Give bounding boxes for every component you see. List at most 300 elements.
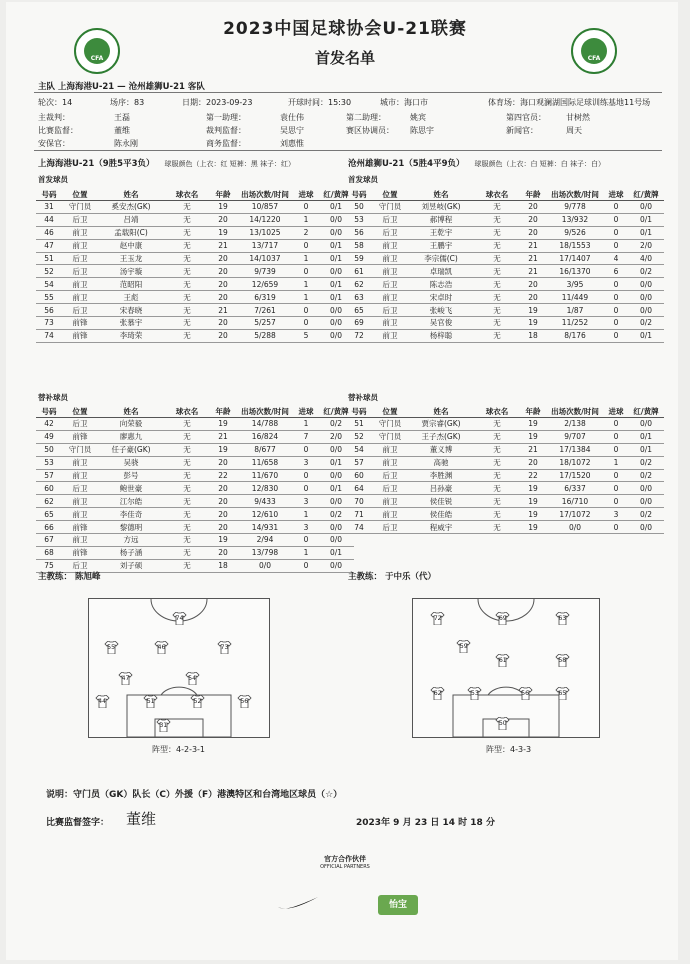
goals: 6 [604,265,628,278]
player-number: 42 [36,418,62,431]
appearances-minutes: 9/739 [236,265,294,278]
player-name: 杨子涵 [98,546,164,559]
jersey-number: 63 [558,615,567,623]
player-name: 杨梓聪 [408,329,474,342]
appearances-minutes: 12/610 [236,508,294,521]
goals: 0 [604,521,628,534]
column-header-cards: 红/黄牌 [628,189,664,201]
shirt-name: 无 [164,534,210,547]
coordinator-label: 赛区协调员： [346,126,394,135]
ar2-label: 第二助理： [346,113,386,122]
player-number: 70 [346,495,372,508]
table-row [36,252,354,265]
shirt-name: 无 [474,317,520,330]
player-age: 20 [520,278,546,291]
appearances-minutes: 8/176 [546,329,604,342]
column-header-goals: 进球 [294,189,318,201]
player-age: 20 [520,226,546,239]
goals: 0 [294,534,318,547]
player-position: 前卫 [372,508,408,521]
appearances-minutes: 6/337 [546,482,604,495]
shirt-name: 无 [164,304,210,317]
player-age: 20 [210,482,236,495]
player-name: 王鹏宇 [408,239,474,252]
shirt-name: 无 [474,430,520,443]
shirt-name: 无 [164,239,210,252]
divider [34,92,662,93]
player-position: 后卫 [372,226,408,239]
player-jersey-icon [156,719,171,732]
shirt-name: 无 [474,469,520,482]
appearances-minutes: 11/449 [546,291,604,304]
table-row [36,546,354,559]
player-number: 55 [36,291,62,304]
appearances-minutes: 17/1407 [546,252,604,265]
player-position: 后卫 [372,278,408,291]
goals: 0 [294,239,318,252]
jersey-number: 61 [498,656,507,664]
appearances-minutes: 11/670 [236,469,294,482]
cards: 0/2 [318,418,354,431]
media-officer-name: 周天 [566,126,582,135]
player-name: 吕孙豪 [408,482,474,495]
player-position: 后卫 [62,418,98,431]
column-header-player-number: 号码 [346,189,372,201]
player-name: 王彪 [98,291,164,304]
appearances-minutes: 2/138 [546,418,604,431]
coordinator-name: 陈思宇 [410,126,434,135]
player-number: 49 [36,430,62,443]
home-starters-title: 首发球员 [38,175,68,184]
player-jersey-icon [555,654,570,667]
goals: 0 [604,418,628,431]
shirt-name: 无 [164,226,210,239]
table-row [346,317,664,330]
player-age: 21 [210,239,236,252]
player-number: 44 [36,213,62,226]
table-row [346,329,664,342]
column-header-player-position: 位置 [62,189,98,201]
goals: 1 [294,546,318,559]
cards: 0/1 [628,329,664,342]
goals: 0 [604,329,628,342]
player-jersey-icon [237,695,252,708]
cards: 0/1 [318,201,354,214]
goals: 0 [604,443,628,456]
table-row [36,329,354,342]
player-position: 守门员 [372,418,408,431]
player-position: 前卫 [372,265,408,278]
ar1-label: 第一助理： [206,113,246,122]
shirt-name: 无 [164,291,210,304]
player-name: 吴官俊 [408,317,474,330]
player-age: 21 [520,252,546,265]
shirt-name: 无 [474,252,520,265]
player-number: 58 [346,239,372,252]
cards: 0/0 [318,304,354,317]
cards: 0/0 [628,418,664,431]
table-row [346,456,664,469]
player-jersey-icon [430,612,445,625]
player-jersey-icon [555,687,570,700]
player-position: 前卫 [62,239,98,252]
player-age: 20 [210,495,236,508]
home-team-header: 上海海港U-21（9胜5平3负） 球服颜色（上衣：红 短裤：黑 袜子：红） [38,159,295,169]
goals: 1 [294,278,318,291]
player-age: 20 [210,278,236,291]
shirt-name: 无 [164,418,210,431]
player-number: 31 [36,201,62,214]
match-number: 场序：83 [110,98,145,107]
home-subs-title: 替补球员 [38,393,68,402]
home-formation-pitch [88,598,270,738]
shirt-name: 无 [474,521,520,534]
player-jersey-icon [104,641,119,654]
jersey-number: 56 [240,698,249,706]
shirt-name: 无 [164,456,210,469]
away-subs-title: 替补球员 [348,393,378,402]
player-name: 董义博 [408,443,474,456]
player-age: 19 [520,521,546,534]
cards: 0/0 [628,482,664,495]
supervisor-label: 比赛监督： [38,126,78,135]
table-row [346,252,664,265]
player-age: 22 [210,469,236,482]
table-row [346,239,664,252]
legend-note: 说明：守门员（GK）队长（C）外援（F）港澳特区和台湾地区球员（☆） [46,790,343,800]
cards: 0/1 [318,239,354,252]
column-header-player-name: 姓名 [408,189,474,201]
match-date: 日期：2023-09-23 [182,98,253,107]
away-starters-title: 首发球员 [348,175,378,184]
player-number: 60 [36,482,62,495]
document-title: 2023中国足球协会U-21联赛 [223,19,467,39]
appearances-minutes: 1/87 [546,304,604,317]
away-subs-table [346,406,664,534]
player-position: 前卫 [62,226,98,239]
cards: 0/1 [628,213,664,226]
column-header-player-position: 位置 [372,406,408,418]
table-row [36,469,354,482]
player-position: 后卫 [372,469,408,482]
cards: 0/1 [628,226,664,239]
player-number: 72 [346,329,372,342]
player-position: 前卫 [62,534,98,547]
player-position: 前锋 [62,521,98,534]
cfa-logo-right: CFA [571,28,617,74]
player-jersey-icon [118,672,133,685]
cards: 0/2 [628,469,664,482]
player-name: 江尔皓 [98,495,164,508]
cards: 0/0 [628,495,664,508]
player-position: 守门员 [62,443,98,456]
player-position: 前卫 [62,278,98,291]
appearances-minutes: 3/95 [546,278,604,291]
table-row [36,482,354,495]
shirt-name: 无 [164,469,210,482]
goals: 0 [294,469,318,482]
table-row [36,430,354,443]
cards: 2/0 [318,430,354,443]
table-header-row [346,406,664,418]
round: 轮次：14 [38,98,73,107]
column-header-appearances-minutes: 出场次数/时间 [546,189,604,201]
player-age: 20 [210,546,236,559]
player-age: 20 [210,329,236,342]
player-position: 前卫 [372,443,408,456]
player-number: 64 [346,482,372,495]
shirt-name: 无 [164,508,210,521]
player-position: 后卫 [62,213,98,226]
appearances-minutes: 16/824 [236,430,294,443]
player-age: 20 [210,317,236,330]
goals: 0 [604,291,628,304]
fourth-official-name: 甘树然 [566,113,590,122]
player-position: 前卫 [372,456,408,469]
player-number: 56 [346,226,372,239]
player-jersey-icon [154,641,169,654]
player-position: 后卫 [372,521,408,534]
player-name: 侯佳锐 [408,495,474,508]
away-formation-label: 阵型：4-3-3 [486,745,532,754]
signature-label: 比赛监督签字： [46,818,110,828]
security-name: 陈永刚 [114,139,138,148]
player-jersey-icon [217,641,232,654]
table-row [346,430,664,443]
cards: 0/1 [318,456,354,469]
jersey-number: 58 [558,656,567,664]
column-header-goals: 进球 [294,406,318,418]
column-header-shirt-name: 球衣名 [474,189,520,201]
player-number: 75 [36,559,62,572]
shirt-name: 无 [164,443,210,456]
player-age: 21 [520,239,546,252]
player-age: 19 [520,317,546,330]
column-header-appearances-minutes: 出场次数/时间 [546,406,604,418]
player-number: 52 [36,265,62,278]
official-partners: 官方合作伙伴 OFFICIAL PARTNERS [320,855,370,870]
player-position: 前卫 [372,317,408,330]
shirt-name: 无 [164,521,210,534]
home-subs-table [36,406,354,573]
jersey-number: 52 [193,698,202,706]
appearances-minutes: 0/0 [236,559,294,572]
player-jersey-icon [456,640,471,653]
goals: 5 [294,329,318,342]
player-number: 66 [36,521,62,534]
player-number: 47 [36,239,62,252]
table-row [36,278,354,291]
goals: 0 [604,495,628,508]
player-name: 刘子硕 [98,559,164,572]
shirt-name: 无 [474,226,520,239]
player-name: 侯佳皓 [408,508,474,521]
player-age: 21 [210,430,236,443]
appearances-minutes: 9/526 [546,226,604,239]
shirt-name: 无 [164,317,210,330]
goals: 0 [294,201,318,214]
table-row [36,317,354,330]
column-header-player-age: 年龄 [210,189,236,201]
player-name: 王乾宇 [408,226,474,239]
table-row [346,521,664,534]
table-row [36,534,354,547]
cards: 0/0 [628,201,664,214]
player-name: 李佳奇 [98,508,164,521]
player-number: 53 [346,213,372,226]
player-number: 50 [36,443,62,456]
kickoff-time: 开球时间：15:30 [288,98,352,107]
player-number: 57 [36,469,62,482]
player-age: 20 [210,265,236,278]
cards: 0/1 [318,291,354,304]
player-name: 李琦荣 [98,329,164,342]
player-position: 守门员 [372,430,408,443]
player-name: 方远 [98,534,164,547]
cards: 0/0 [318,559,354,572]
cards: 0/0 [628,278,664,291]
column-header-appearances-minutes: 出场次数/时间 [236,189,294,201]
appearances-minutes: 13/798 [236,546,294,559]
goals: 1 [294,508,318,521]
appearances-minutes: 16/1370 [546,265,604,278]
cards: 0/1 [318,252,354,265]
shirt-name: 无 [474,456,520,469]
goals: 1 [294,418,318,431]
shirt-name: 无 [164,559,210,572]
player-position: 前卫 [62,291,98,304]
player-age: 18 [210,559,236,572]
player-name: 李宗儒(C) [408,252,474,265]
table-row [346,482,664,495]
column-header-shirt-name: 球衣名 [164,406,210,418]
shirt-name: 无 [474,239,520,252]
appearances-minutes: 17/1520 [546,469,604,482]
player-name: 张峻飞 [408,304,474,317]
appearances-minutes: 16/710 [546,495,604,508]
player-name: 王玉龙 [98,252,164,265]
jersey-number: 73 [220,644,229,652]
column-header-goals: 进球 [604,189,628,201]
table-row [346,304,664,317]
cards: 4/0 [628,252,664,265]
player-jersey-icon [495,717,510,730]
player-name: 奚安杰(GK) [98,201,164,214]
goals: 0 [604,469,628,482]
player-age: 19 [520,482,546,495]
player-jersey-icon [555,612,570,625]
player-position: 后卫 [62,252,98,265]
table-row [36,239,354,252]
goals: 3 [294,456,318,469]
player-name: 陈志浩 [408,278,474,291]
shirt-name: 无 [474,329,520,342]
jersey-number: 74 [175,615,184,623]
shirt-name: 无 [164,495,210,508]
shirt-name: 无 [474,508,520,521]
player-jersey-icon [95,695,110,708]
jersey-number: 47 [121,674,130,682]
city: 城市：海口市 [380,98,428,107]
goals: 0 [294,482,318,495]
player-number: 68 [36,546,62,559]
shirt-name: 无 [164,546,210,559]
table-row [346,443,664,456]
player-number: 62 [346,278,372,291]
shirt-name: 无 [164,265,210,278]
cards: 0/2 [628,456,664,469]
player-age: 20 [520,201,546,214]
player-age: 19 [520,430,546,443]
player-name: 吕靖 [98,213,164,226]
away-formation-pitch [412,598,600,738]
player-number: 62 [36,495,62,508]
player-position: 前卫 [372,239,408,252]
player-number: 54 [36,278,62,291]
player-number: 46 [36,226,62,239]
table-row [346,508,664,521]
jersey-number: 65 [558,689,567,697]
table-row [36,443,354,456]
goals: 0 [604,317,628,330]
player-name: 李胜渊 [408,469,474,482]
shirt-name: 无 [474,443,520,456]
player-number: 63 [346,291,372,304]
goals: 0 [604,213,628,226]
player-name: 向荣毅 [98,418,164,431]
column-header-cards: 红/黄牌 [628,406,664,418]
player-position: 后卫 [62,559,98,572]
table-row [36,456,354,469]
appearances-minutes: 11/252 [546,317,604,330]
shirt-name: 无 [474,265,520,278]
media-officer-label: 新闻官： [506,126,538,135]
appearances-minutes: 14/931 [236,521,294,534]
appearances-minutes: 9/433 [236,495,294,508]
player-name: 吴骁 [98,456,164,469]
player-name: 廖惠九 [98,430,164,443]
jersey-number: 69 [498,615,507,623]
away-kit-colors: 球服颜色（上衣：白 短裤：白 袜子：白） [474,160,605,168]
column-header-player-number: 号码 [346,406,372,418]
table-row [36,291,354,304]
home-starters-table [36,189,354,343]
match-line: 主队 上海海港U-21 — 沧州雄狮U-21 客队 [38,82,205,92]
cards: 0/1 [628,443,664,456]
player-name: 程威宇 [408,521,474,534]
player-position: 后卫 [372,304,408,317]
shirt-name: 无 [474,201,520,214]
player-age: 19 [210,534,236,547]
player-number: 50 [346,201,372,214]
player-jersey-icon [467,687,482,700]
shirt-name: 无 [474,482,520,495]
player-age: 20 [210,508,236,521]
jersey-number: 50 [498,720,507,728]
player-age: 18 [520,329,546,342]
player-number: 69 [346,317,372,330]
appearances-minutes: 18/1553 [546,239,604,252]
player-age: 20 [520,291,546,304]
column-header-shirt-name: 球衣名 [164,189,210,201]
player-name: 任子豪(GK) [98,443,164,456]
ar1-name: 袁仕伟 [280,113,304,122]
player-name: 黎德明 [98,521,164,534]
player-number: 65 [346,304,372,317]
player-number: 51 [346,418,372,431]
table-header-row [36,406,354,418]
table-row [346,201,664,214]
